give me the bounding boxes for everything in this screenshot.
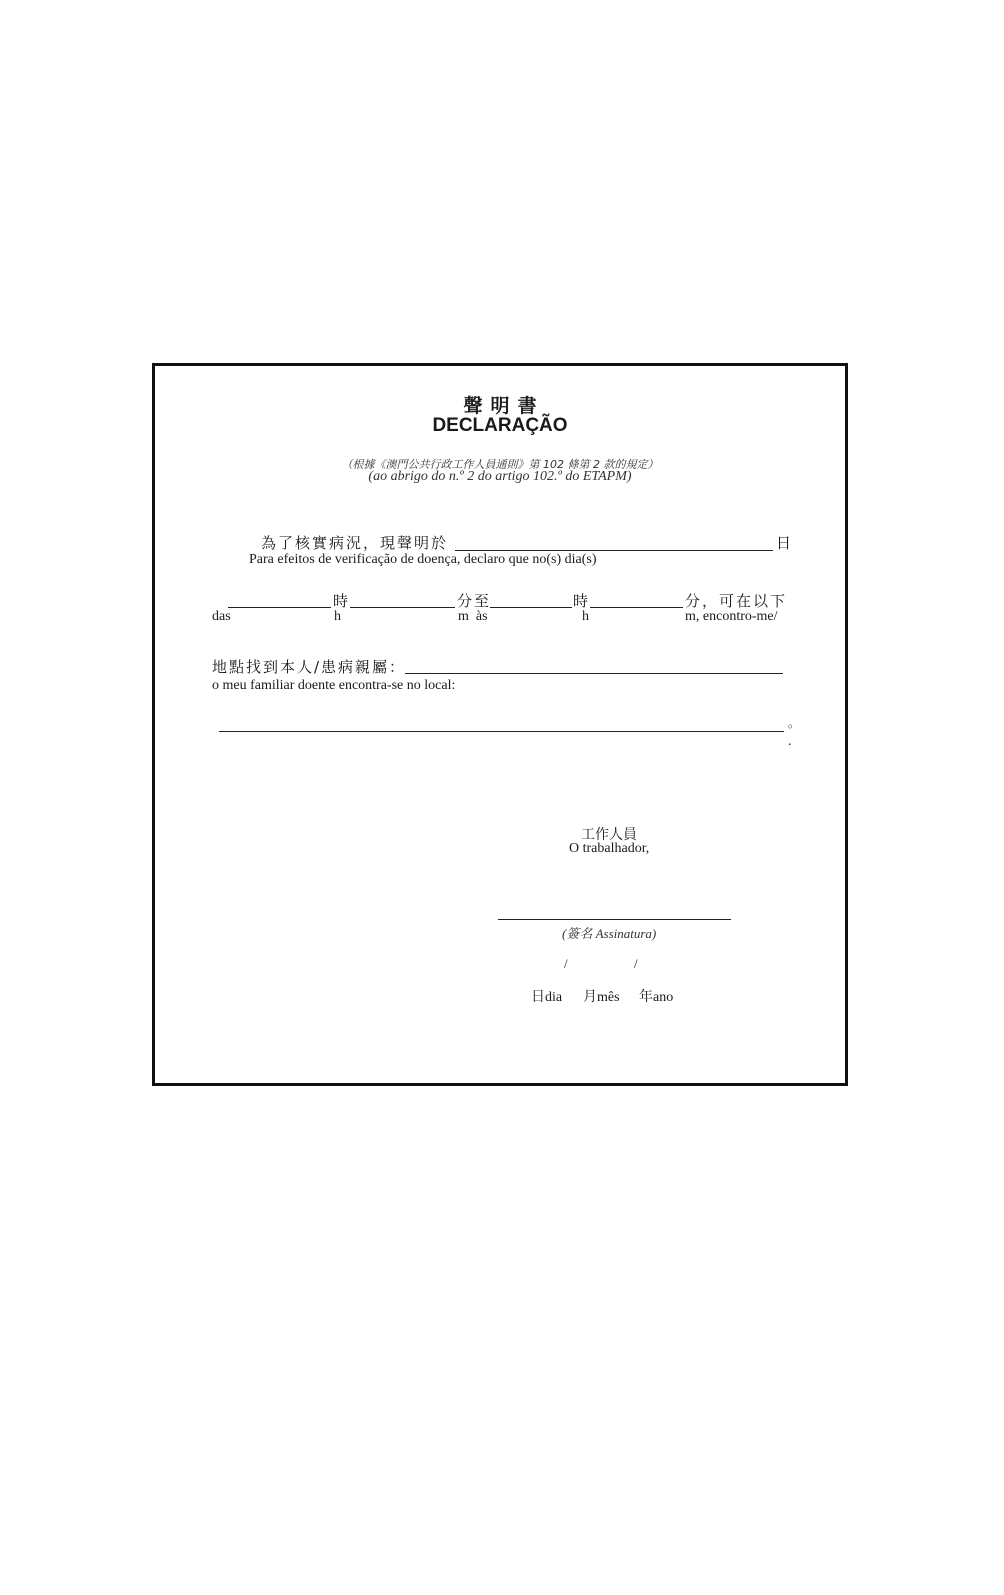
date-days-field[interactable]	[455, 550, 773, 551]
date-separator-2: /	[634, 956, 638, 971]
worker-label-chinese: 工作人員	[581, 827, 637, 843]
date-separator-1: /	[564, 956, 568, 971]
signature-label: (簽名 Assinatura)	[562, 926, 657, 941]
location-label-chinese: 地點找到本人/患病親屬：	[212, 658, 407, 676]
minute-end-label-portuguese: m, encontro-me/	[685, 609, 778, 624]
minute-as-label-portuguese: m às	[458, 609, 488, 624]
location-field-line-1[interactable]	[405, 673, 783, 674]
day-label: 日dia	[531, 990, 563, 1005]
verification-intro-chinese: 為了核實病況，現聲明於	[261, 534, 449, 552]
location-end-mark-portuguese: .	[788, 734, 792, 749]
das-label: das	[212, 609, 231, 624]
start-minute-field[interactable]	[350, 607, 455, 608]
hour-label-chinese-2: 時	[573, 592, 591, 610]
location-label-portuguese: o meu familiar doente encontra-se no local:	[212, 678, 456, 693]
verification-intro-portuguese: Para efeitos de verificação de doença, declaro que no(s) dia(s)	[249, 552, 597, 567]
form-title-portuguese: DECLARAÇÃO	[432, 415, 568, 436]
day-suffix-chinese: 日	[776, 534, 794, 552]
year-label: 年ano	[639, 990, 674, 1005]
hour-label-chinese-1: 時	[333, 592, 351, 610]
hour-label-portuguese-1: h	[334, 609, 341, 624]
end-hour-field[interactable]	[490, 607, 572, 608]
month-label: 月mês	[583, 990, 620, 1005]
legal-basis-chinese: （根據《澳門公共行政工作人員通則》第 102 條第 2 款的規定）	[341, 458, 659, 471]
declaration-form	[152, 363, 848, 1086]
minute-end-label-chinese: 分，可在以下	[685, 592, 788, 610]
location-end-mark-chinese: 。	[788, 716, 801, 730]
signature-field[interactable]	[498, 919, 731, 920]
minute-to-label-chinese: 分至	[457, 592, 492, 610]
form-title-chinese: 聲明書	[463, 395, 545, 417]
hour-label-portuguese-2: h	[582, 609, 589, 624]
legal-basis-portuguese: (ao abrigo do n.º 2 do artigo 102.º do ETAPM)	[368, 469, 632, 484]
end-minute-field[interactable]	[590, 607, 683, 608]
worker-label-portuguese: O trabalhador,	[569, 841, 650, 856]
location-field-line-2[interactable]	[219, 731, 784, 732]
start-hour-field[interactable]	[228, 607, 331, 608]
